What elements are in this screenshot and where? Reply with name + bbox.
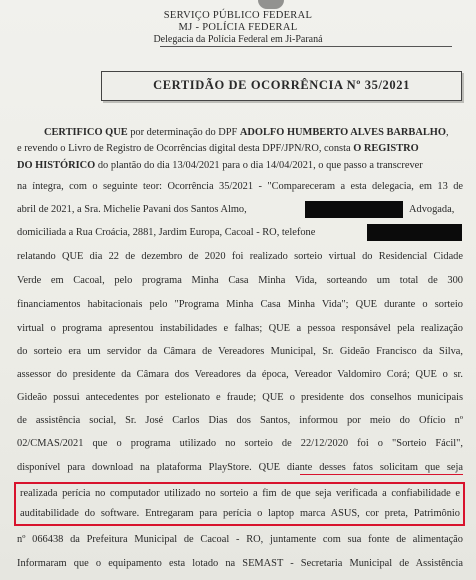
coat-of-arms-emblem: [258, 0, 284, 9]
body-line-4: na íntegra, com o seguinte teor: Ocorrência 35/2021 - "Compareceram a esta delegacia, em 13 de: [17, 181, 463, 192]
body-line-15: 02/CMAS/2021 que o programa utilizado no sorteio de 22/12/2020 foi o "Sorteio Fácil",: [17, 438, 463, 449]
body-line-8: Verde em Cacoal, pelo programa Minha Casa Minha Vida, sorteando um total de 300: [17, 275, 463, 286]
body-line-2-text: e revendo o Livro de Registro de Ocorrências digital desta DPF/JPN/RO, consta: [17, 143, 354, 154]
body-line-20: Informaram que o equipamento esta lotado na SEMAST - Secretaria Municipal de Assistência: [17, 558, 463, 569]
certificate-title: CERTIDÃO DE OCORRÊNCIA Nº 35/2021: [153, 78, 410, 92]
body-line-1-comma: ,: [445, 127, 449, 138]
body-line-11: do sorteio era um servidor da Câmara de Vereadores Municipal, Sr. Gideão Francisco da Silva,: [17, 346, 463, 357]
body-line-3: [17, 159, 465, 173]
registro-text: O REGISTRO: [353, 143, 419, 154]
body-line-10: virtual o programa apresentou instabilidades e falhas; QUE a pessoa responsável pela realização: [17, 323, 463, 334]
header-divider: [160, 46, 452, 47]
redacted-block: [305, 201, 403, 218]
header-line-2: MJ - POLÍCIA FEDERAL: [178, 22, 298, 33]
body-line-17: realizada perícia no computador utilizado no sorteio a fim de que seja verificada a confiabilidade e: [20, 488, 460, 499]
header-line-3: Delegacia da Polícia Federal em Ji-Paraná: [153, 34, 323, 45]
body-line-9: financiamentos habitacionais pelo "Programa Minha Casa Minha Vida"; QUE durante o sorteio: [17, 299, 463, 310]
red-underline-annotation: [300, 474, 463, 475]
delegate-name: ADOLFO HUMBERTO ALVES BARBALHO: [239, 127, 446, 138]
historico-text: DO HISTÓRICO: [17, 160, 96, 171]
body-line-3-text: do plantão do dia 13/04/2021 para o dia 14/04/2021, o que passo a transcrever: [95, 160, 423, 171]
body-line-5-start: abril de 2021, a Sra. Michelie Pavani dos Santos Almo,: [17, 204, 247, 215]
body-line-1-text: por determinação do DPF: [127, 127, 240, 138]
body-line-14: de assistência social, Sr. José Carlos Dias dos Santos, informou por meio do Ofício nº: [17, 415, 463, 426]
body-line-7: relatando QUE dia 22 de dezembro de 2020 foi realizado sorteio virtual do Residencial Cidade: [17, 251, 463, 262]
certificate-title-box: [101, 71, 462, 101]
body-line-12: assessor do presidente da Câmara dos Vereadores da época, Vereador Valdomiro Corá; QUE o sr.: [17, 369, 463, 380]
body-line-6: domiciliada a Rua Croácia, 2881, Jardim Europa, Cacoal - RO, telefone: [17, 227, 316, 238]
body-line-19: nº 066438 da Prefeitura Municipal de Cacoal - RO, juntamente com sua fonte de alimentação: [17, 534, 463, 545]
body-line-16: disponível para download na plataforma PlayStore. QUE diante desses fatos solicitam que seja: [17, 462, 463, 473]
body-line-5-end: Advogada,: [409, 204, 455, 215]
body-line-18: auditabilidade do software. Entregaram para perícia o laptop marca ASUS, cor preta, Patrimônio: [20, 508, 460, 519]
certifico-que-text: CERTIFICO QUE: [44, 127, 128, 138]
body-line-1: [44, 126, 462, 140]
header-line-1: SERVIÇO PÚBLICO FEDERAL: [163, 10, 313, 21]
body-line-13: Gideão possui antecedentes por estelionato e fraude; QUE o presidente dos conselhos municipais: [17, 392, 463, 403]
redacted-phone: [367, 224, 462, 241]
body-line-2: [17, 142, 463, 156]
